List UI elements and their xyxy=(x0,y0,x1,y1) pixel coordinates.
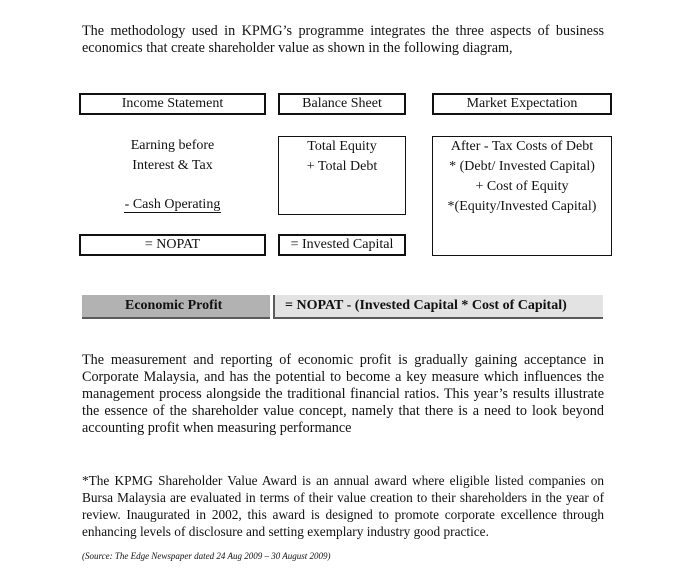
income-statement-header xyxy=(79,93,266,115)
cash-operating-text: - Cash Operating xyxy=(124,197,221,212)
nopat-label: = NOPAT xyxy=(144,237,201,252)
balance-line-debt: + Total Debt xyxy=(306,159,378,174)
economic-profit-label-cell xyxy=(82,295,270,319)
economic-profit-formula: = NOPAT - (Invested Capital * Cost of Capital) xyxy=(285,298,567,313)
market-line-debt-ratio: * (Debt/ Invested Capital) xyxy=(449,159,595,174)
nopat-box xyxy=(79,234,266,256)
balance-line-equity: Total Equity xyxy=(307,139,377,154)
invested-capital-box xyxy=(278,234,406,256)
income-statement-body xyxy=(79,136,266,176)
balance-sheet-header xyxy=(278,93,406,115)
cash-operating-row xyxy=(79,196,266,214)
income-statement-label: Income Statement xyxy=(121,96,224,111)
market-expectation-header xyxy=(432,93,612,115)
balance-sheet-label: Balance Sheet xyxy=(302,96,382,111)
intro-paragraph: The methodology used in KPMG’s programme integrates the three aspects of business economics that create shareholder value as shown in the following diagram, xyxy=(82,23,604,56)
income-line-ebit: Earning before xyxy=(130,138,215,153)
market-expectation-body xyxy=(432,136,612,256)
economic-profit-label: Economic Profit xyxy=(125,298,223,313)
balance-sheet-body xyxy=(278,136,406,215)
market-expectation-label: Market Expectation xyxy=(466,96,578,111)
source-citation: (Source: The Edge Newspaper dated 24 Aug 2009 – 30 August 2009) xyxy=(82,551,331,561)
market-line-equity-ratio: *(Equity/Invested Capital) xyxy=(447,199,597,214)
market-line-cost-equity: + Cost of Equity xyxy=(475,179,569,194)
income-line-interest-tax: Interest & Tax xyxy=(132,158,213,173)
invested-capital-label: = Invested Capital xyxy=(290,237,394,252)
market-line-after-tax-debt: After - Tax Costs of Debt xyxy=(450,139,594,154)
award-note-paragraph: *The KPMG Shareholder Value Award is an annual award where eligible listed companies on Bursa Malaysia are evaluated in terms of their value creation to their shareholders in the year of review. Inaugurated in 2002, this award is designed to promote corporate excellence through enhancing levels of disclosure and setting exemplary industry good practice. xyxy=(82,473,604,539)
economic-profit-bar xyxy=(82,295,601,319)
economic-profit-formula-cell xyxy=(273,295,603,319)
measurement-paragraph: The measurement and reporting of economic profit is gradually gaining acceptance in Corporate Malaysia, and has the potential to become a key measure which influences the management process alongside the traditional financial ratios. This year’s results illustrate the essence of the shareholder value concept, namely that there is a need to look beyond accounting profit when measuring performance xyxy=(82,352,604,436)
